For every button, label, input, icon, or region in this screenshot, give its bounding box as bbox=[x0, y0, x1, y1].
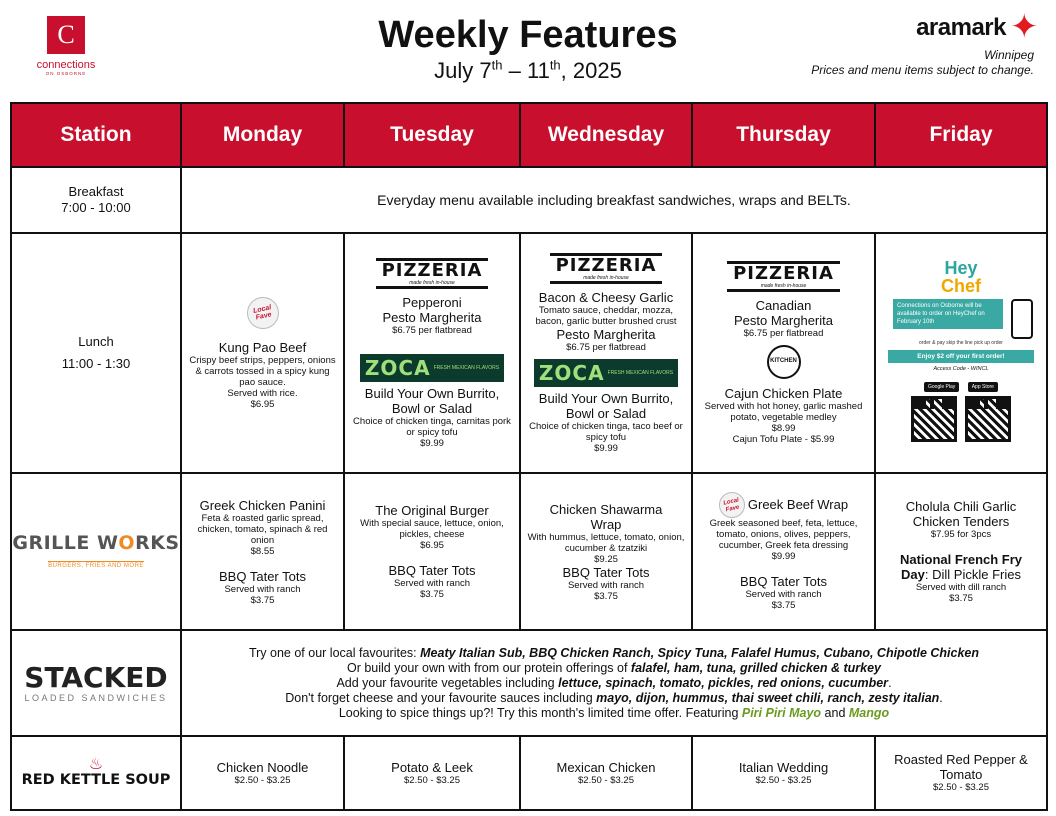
fry-day-title: National French Fry bbox=[899, 552, 1023, 567]
stacked-logo: STACKED bbox=[24, 661, 168, 694]
item-desc: Cajun Tofu Plate - $5.99 bbox=[732, 434, 835, 445]
heychef-steps: order & pay skip the line pick up order bbox=[919, 339, 1003, 346]
station-lunch bbox=[11, 233, 181, 473]
item-price: $9.99 bbox=[420, 437, 444, 449]
zoca-logo: ZOCA FRESH MEXICAN FLAVORS bbox=[534, 359, 678, 387]
item-price: $3.75 bbox=[420, 589, 444, 600]
item-title: Bacon & Cheesy Garlic bbox=[538, 289, 674, 305]
item-title: Kung Pao Beef bbox=[218, 339, 307, 355]
local-fave-badge-icon: Local Fave bbox=[247, 297, 279, 329]
item-price: $3.75 bbox=[949, 593, 973, 604]
heychef-access-code: Access Code - WINCL bbox=[933, 365, 989, 372]
item-desc: Crispy beef strips, peppers, onions & carrots tossed in a spicy kung pao sauce. bbox=[189, 354, 336, 388]
col-header-monday: Monday bbox=[181, 103, 344, 167]
item-price: $9.99 bbox=[771, 551, 796, 562]
local-fave-badge-icon: Local Fave bbox=[719, 492, 745, 518]
soup-wednesday bbox=[520, 736, 692, 810]
soup-price: $2.50 - $3.25 bbox=[578, 774, 634, 786]
soup-friday bbox=[875, 736, 1047, 810]
breakfast-row bbox=[11, 167, 1047, 233]
item-title: Greek Beef Wrap bbox=[747, 497, 849, 513]
kettle-icon: ♨ bbox=[88, 756, 104, 773]
lunch-row bbox=[11, 233, 1047, 473]
item-price: $6.95 bbox=[420, 540, 444, 551]
item-desc: Served with hot honey, garlic mashed potato, vegetable medley bbox=[704, 401, 863, 423]
lunch-friday-heychef bbox=[875, 233, 1047, 473]
item-price: $7.95 for 3pcs bbox=[930, 529, 992, 540]
kitchen-badge-icon: KITCHEN bbox=[767, 345, 801, 379]
station-red-kettle-soup bbox=[11, 736, 181, 810]
lunch-monday bbox=[181, 233, 344, 473]
zoca-logo: ZOCA FRESH MEXICAN FLAVORS bbox=[360, 354, 504, 382]
pizzeria-logo: PIZZERIA made fresh in-house bbox=[727, 261, 840, 292]
soup-price: $2.50 - $3.25 bbox=[234, 774, 291, 786]
soup-name: Tomato bbox=[939, 767, 983, 782]
item-title: Pesto Margherita bbox=[382, 309, 482, 325]
item-title: Bowl or Salad bbox=[391, 400, 473, 416]
stacked-text bbox=[181, 630, 1047, 736]
aramark-star-icon: ✦ bbox=[1010, 8, 1038, 46]
soup-name: Chicken Noodle bbox=[216, 759, 309, 775]
station-stacked bbox=[11, 630, 181, 736]
aramark-logo: aramark ✦ bbox=[916, 8, 1038, 46]
soup-price: $2.50 - $3.25 bbox=[933, 782, 989, 793]
item-title: Greek Chicken Panini bbox=[199, 497, 326, 513]
item-desc: Choice of chicken tinga, carnitas pork or spicy tofu bbox=[353, 415, 511, 438]
item-price: $8.55 bbox=[250, 545, 275, 557]
item-desc: Feta & roasted garlic spread, chicken, tomato, spinach & red onion bbox=[197, 512, 328, 546]
page-title: Weekly Features bbox=[378, 14, 678, 56]
stacked-tag: LOADED SANDWICHES bbox=[24, 693, 168, 703]
soup-name: Roasted Red Pepper & bbox=[894, 752, 1028, 767]
qr-codes bbox=[882, 396, 1040, 447]
item-price: $3.75 bbox=[250, 594, 275, 606]
item-title: Build Your Own Burrito, bbox=[364, 385, 500, 401]
col-header-friday: Friday bbox=[875, 103, 1047, 167]
soup-name: Mexican Chicken bbox=[556, 759, 656, 775]
pizzeria-logo: PIZZERIA made fresh in-house bbox=[376, 258, 489, 289]
item-desc: Served with dill ranch bbox=[915, 582, 1007, 593]
item-title: Cajun Chicken Plate bbox=[724, 386, 843, 401]
item-title: Chicken Shawarma bbox=[549, 501, 663, 517]
station-grille-works bbox=[11, 473, 181, 630]
store-badges bbox=[882, 375, 1040, 393]
item-price: $6.75 per flatbread bbox=[392, 324, 472, 336]
item-title: Chicken Tenders bbox=[912, 514, 1010, 529]
item-title: Wrap bbox=[590, 516, 622, 532]
item-desc: Choice of chicken tinga, taco beef or spicy tofu bbox=[529, 420, 683, 443]
item-desc: Served with ranch bbox=[745, 589, 822, 600]
date-range: July 7th – 11th, 2025 bbox=[434, 57, 622, 83]
item-desc: With special sauce, lettuce, onion, pickles, cheese bbox=[360, 518, 504, 540]
stacked-line-3: Add your favourite vegetables including lettuce, spinach, tomato, pickles, red onions, cucumber. bbox=[336, 675, 892, 690]
item-desc: Tomato sauce, cheddar, mozza, bacon, garlic butter brushed crust bbox=[535, 304, 677, 327]
item-desc: Served with rice. bbox=[227, 387, 298, 399]
price-note: Prices and menu items subject to change. bbox=[811, 63, 1034, 77]
phone-icon bbox=[1011, 299, 1033, 339]
stacked-row bbox=[11, 630, 1047, 736]
item-desc: With hummus, lettuce, tomato, onion, cucumber & tzatziki bbox=[527, 531, 685, 554]
item-price: $3.75 bbox=[594, 590, 618, 602]
item-price: $9.99 bbox=[594, 442, 618, 454]
item-title: BBQ Tater Tots bbox=[740, 574, 827, 589]
station-time: 7:00 - 10:00 bbox=[61, 200, 131, 215]
soup-name: Italian Wedding bbox=[738, 759, 829, 775]
soup-price: $2.50 - $3.25 bbox=[404, 774, 460, 786]
station-name: Lunch bbox=[78, 334, 114, 349]
item-title: Build Your Own Burrito, bbox=[538, 390, 674, 406]
soup-name: Potato & Leek bbox=[391, 759, 473, 775]
heychef-logo: Hey Chef bbox=[941, 258, 981, 297]
item-desc: Served with ranch bbox=[393, 578, 471, 589]
lunch-tuesday bbox=[344, 233, 520, 473]
station-time: 11:00 - 1:30 bbox=[61, 356, 131, 371]
grille-works-logo: GRILLE WORKS bbox=[12, 531, 180, 554]
item-title: The Original Burger bbox=[375, 503, 489, 518]
qr-code-icon[interactable] bbox=[965, 396, 1011, 442]
item-desc: Served with ranch bbox=[567, 579, 645, 591]
heychef-promo: Enjoy $2 off your first order! bbox=[888, 350, 1034, 363]
col-header-wednesday: Wednesday bbox=[520, 103, 692, 167]
fry-day-subtitle: Day: Dill Pickle Fries bbox=[901, 567, 1021, 582]
city-label: Winnipeg bbox=[984, 48, 1034, 62]
item-title: Canadian bbox=[755, 298, 812, 313]
lunch-thursday bbox=[692, 233, 875, 473]
heychef-banner-row bbox=[882, 295, 1040, 339]
soup-price: $2.50 - $3.25 bbox=[755, 774, 812, 786]
item-price: $6.95 bbox=[250, 398, 275, 410]
item-title: Bowl or Salad bbox=[565, 405, 647, 421]
lunch-wednesday bbox=[520, 233, 692, 473]
grille-wednesday bbox=[520, 473, 692, 630]
item-title: Pesto Margherita bbox=[734, 313, 833, 328]
item-price: $8.99 bbox=[771, 423, 796, 434]
stacked-line-1: Try one of our local favourites: Meaty Italian Sub, BBQ Chicken Ranch, Spicy Tuna, Falafel Humus, Cubano, Chipotle Chicken bbox=[248, 645, 980, 660]
qr-code-icon[interactable] bbox=[911, 396, 957, 442]
flame-icon: O bbox=[118, 531, 136, 554]
app-store-badge[interactable]: App Store bbox=[968, 382, 998, 392]
grille-monday bbox=[181, 473, 344, 630]
soup-tuesday bbox=[344, 736, 520, 810]
soup-thursday bbox=[692, 736, 875, 810]
connections-logo-name: connections bbox=[36, 59, 96, 71]
item-price: $6.75 per flatbread bbox=[743, 328, 824, 339]
item-title: Pesto Margherita bbox=[556, 326, 656, 342]
breakfast-text: Everyday menu available including breakfast sandwiches, wraps and BELTs. bbox=[181, 167, 1047, 233]
item-price: $3.75 bbox=[771, 600, 796, 611]
grille-friday bbox=[875, 473, 1047, 630]
grille-row bbox=[11, 473, 1047, 630]
col-header-tuesday: Tuesday bbox=[344, 103, 520, 167]
station-breakfast bbox=[11, 167, 181, 233]
stacked-line-4: Don't forget cheese and your favourite sauces including mayo, dijon, hummus, thai sweet chili, ranch, zesty italian. bbox=[285, 690, 943, 705]
grille-thursday bbox=[692, 473, 875, 630]
thursday-title-row bbox=[699, 492, 868, 518]
connections-logo-mark: C bbox=[47, 16, 85, 54]
connections-logo-sub: ON OSBORNE bbox=[45, 71, 87, 76]
grille-works-tag: BURGERS, FRIES AND MORE bbox=[48, 562, 144, 569]
stacked-line-5: Looking to spice things up?! Try this month's limited time offer. Featuring Piri Piri Mayo and Mango bbox=[338, 705, 890, 720]
item-desc: Served with ranch bbox=[224, 583, 301, 595]
item-title: BBQ Tater Tots bbox=[562, 564, 650, 580]
header-row bbox=[11, 103, 1047, 167]
item-title: Cholula Chili Garlic bbox=[905, 499, 1017, 514]
soup-row bbox=[11, 736, 1047, 810]
red-kettle-soup-logo: RED KETTLE SOUP bbox=[21, 772, 171, 788]
soup-monday bbox=[181, 736, 344, 810]
grille-tuesday bbox=[344, 473, 520, 630]
heychef-banner: Connections on Osborne will be available to order on HeyChef on February 10th bbox=[893, 299, 1003, 329]
stacked-line-2: Or build your own with from our protein offerings of falafel, ham, tuna, grilled chicken & turkey bbox=[346, 660, 881, 675]
item-price: $6.75 per flatbread bbox=[566, 341, 646, 353]
google-play-badge[interactable]: Google Play bbox=[924, 382, 959, 392]
item-desc: Greek seasoned beef, feta, lettuce, tomato, onions, olives, peppers, cucumber, Greek feta dressing bbox=[709, 518, 858, 551]
col-header-station: Station bbox=[11, 103, 181, 167]
item-price: $9.25 bbox=[594, 553, 618, 565]
menu-table bbox=[10, 102, 1048, 811]
pizzeria-logo: PIZZERIA made fresh in-house bbox=[550, 253, 663, 284]
item-title: BBQ Tater Tots bbox=[219, 568, 306, 584]
col-header-thursday: Thursday bbox=[692, 103, 875, 167]
item-title: Pepperoni bbox=[402, 294, 462, 310]
station-name: Breakfast bbox=[68, 184, 124, 199]
aramark-block bbox=[808, 8, 1038, 77]
item-title: BBQ Tater Tots bbox=[388, 563, 476, 578]
